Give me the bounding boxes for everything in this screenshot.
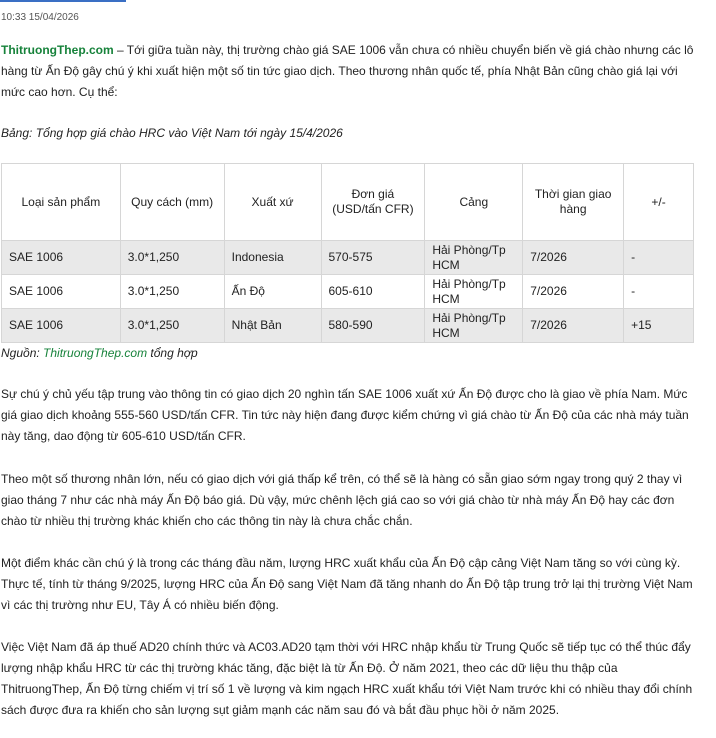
table-header-row (2, 164, 694, 241)
cell-change: - (624, 275, 694, 309)
cell-price: 605-610 (321, 275, 425, 309)
cell-origin: Ấn Độ (224, 275, 321, 309)
cell-change: - (624, 241, 694, 275)
top-accent-line (0, 0, 126, 2)
header-port: Cảng (425, 164, 523, 241)
body-paragraph: Theo một số thương nhân lớn, nếu có giao dịch với giá thấp kể trên, có thể sẽ là hàng có sẵn giao sớm ngay trong quý 2 thay vì giao tháng 7 như các nhà máy Ấn Độ báo giá. Dù vậy, mức chênh lệch giá cao so với giá chào từ nhà máy Ấn Độ hay các đơn chào từ nhiều thị trường khác khiến cho các thông tin này là chưa chắc chắn. (1, 472, 683, 528)
table-caption: Bảng: Tổng hợp giá chào HRC vào Việt Nam tới ngày 15/4/2026 (1, 126, 343, 140)
cell-origin: Nhật Bản (224, 309, 321, 343)
cell-spec: 3.0*1,250 (120, 275, 224, 309)
header-price: Đơn giá (USD/tấn CFR) (321, 164, 425, 241)
cell-delivery: 7/2026 (523, 241, 624, 275)
cell-delivery: 7/2026 (523, 275, 624, 309)
intro-text: – Tới giữa tuần này, thị trường chào giá SAE 1006 vẫn chưa có nhiều chuyển biến về giá chào nhưng các lô hàng từ Ấn Độ gây chú ý khi xuất hiện một số tin tức giao dịch. Theo thương nhân quốc tế, phía Nhật Bản cũng chào giá lại với mức cao hơn. Cụ thể: (1, 43, 694, 99)
header-product: Loại sản phẩm (2, 164, 121, 241)
table-row (2, 309, 694, 343)
price-table (1, 163, 694, 343)
cell-port: Hải Phòng/Tp HCM (425, 241, 523, 275)
table-row (2, 241, 694, 275)
cell-product: SAE 1006 (2, 241, 121, 275)
cell-product: SAE 1006 (2, 275, 121, 309)
cell-price: 570-575 (321, 241, 425, 275)
cell-price: 580-590 (321, 309, 425, 343)
article-timestamp: 10:33 15/04/2026 (1, 12, 79, 23)
table-source (1, 343, 198, 364)
intro-paragraph (1, 40, 701, 103)
cell-port: Hải Phòng/Tp HCM (425, 309, 523, 343)
cell-origin: Indonesia (224, 241, 321, 275)
brand-link[interactable]: ThitruongThep.com (1, 43, 114, 57)
source-label: Nguồn: (1, 346, 44, 360)
body-paragraph: Việc Việt Nam đã áp thuế AD20 chính thức và AC03.AD20 tạm thời với HRC nhập khẩu từ Trung Quốc sẽ tiếp tục có thể thúc đẩy lượng nhập khẩu HRC từ các thị trường khác tăng, đặc biệt là từ Ấn Độ. Ở năm 2021, theo các dữ liệu thu thập của ThitruongThep, Ấn Độ từng chiếm vị trí số 1 về lượng và kim ngạch HRC xuất khẩu tới Việt Nam trước khi có nhiều thay đổi chính sách được đưa ra khiến cho sản lượng sụt giảm mạnh các năm sau đó và bắt đầu phục hồi ở năm 2025. (1, 640, 693, 717)
cell-change: +15 (624, 309, 694, 343)
body-paragraph: Sự chú ý chủ yếu tập trung vào thông tin có giao dịch 20 nghìn tấn SAE 1006 xuất xứ Ấn Độ được cho là giao về phía Nam. Mức giá giao dịch khoảng 555-560 USD/tấn CFR. Tin tức này hiện đang được kiểm chứng vì giá chào từ Ấn Độ của các nhà máy tuần này tăng, dao động từ 605-610 USD/tấn CFR. (1, 387, 689, 443)
cell-spec: 3.0*1,250 (120, 309, 224, 343)
body-paragraph: Một điểm khác cần chú ý là trong các tháng đầu năm, lượng HRC xuất khẩu của Ấn Độ cập cảng Việt Nam tăng so với cùng kỳ. Thực tế, tính từ tháng 9/2025, lượng HRC của Ấn Độ sang Việt Nam đã tăng nhanh do Ấn Độ tập trung trở lại thị trường Việt Nam vì các thị trường như EU, Tây Á có nhiều biến động. (1, 556, 693, 612)
header-origin: Xuất xứ (224, 164, 321, 241)
header-spec: Quy cách (mm) (120, 164, 224, 241)
table-row (2, 275, 694, 309)
source-suffix: tổng hợp (147, 346, 198, 360)
cell-spec: 3.0*1,250 (120, 241, 224, 275)
header-delivery: Thời gian giao hàng (523, 164, 624, 241)
header-change: +/- (624, 164, 694, 241)
cell-port: Hải Phòng/Tp HCM (425, 275, 523, 309)
source-brand-link[interactable]: ThitruongThep.com (43, 346, 148, 360)
cell-delivery: 7/2026 (523, 309, 624, 343)
cell-product: SAE 1006 (2, 309, 121, 343)
